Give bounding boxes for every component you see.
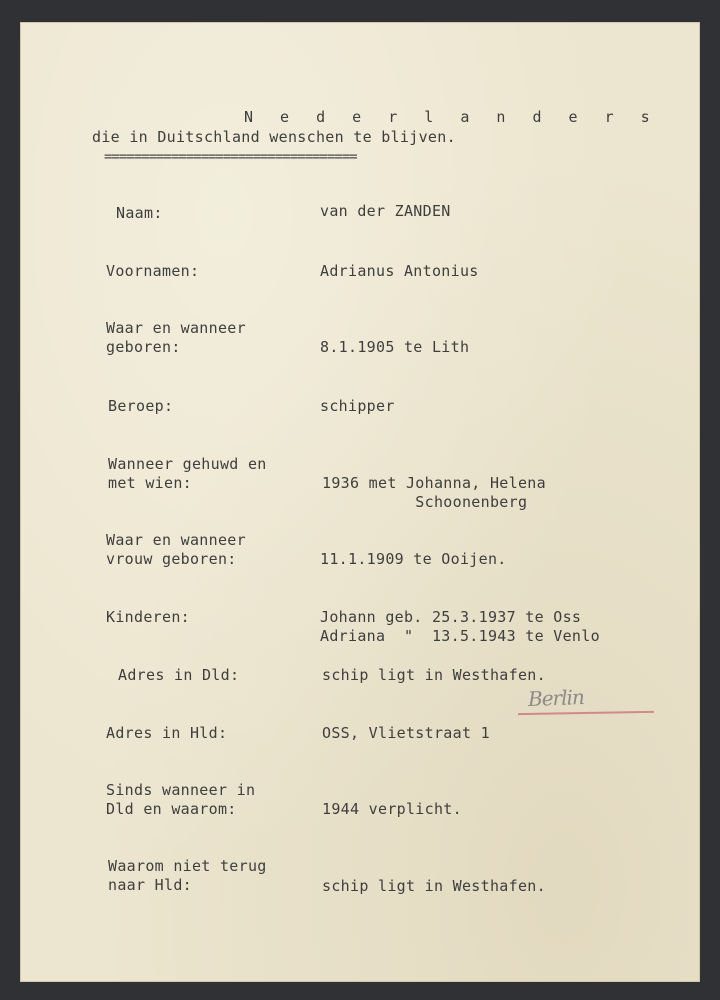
label-sinds-wanneer: Sinds wanneer in Dld en waarom: (106, 781, 256, 818)
title-underline: ================================== (104, 149, 357, 165)
value-kinderen: Johann geb. 25.3.1937 te Oss Adriana " 13.5.1943 te Venlo (320, 608, 600, 645)
label-vrouw-geboren: Waar en wanneer vrouw geboren: (106, 531, 246, 568)
document-page (20, 22, 700, 982)
value-adres-hld: OSS, Vlietstraat 1 (322, 724, 490, 742)
label-gehuwd: Wanneer gehuwd en met wien: (108, 455, 267, 492)
value-naam: van der ZANDEN (320, 202, 451, 220)
document-title: N e d e r l a n d e r s (244, 108, 659, 126)
value-vrouw-geboren: 11.1.1909 te Ooijen. (320, 550, 507, 568)
label-beroep: Beroep: (108, 397, 174, 415)
label-voornamen: Voornamen: (106, 262, 200, 280)
document-subtitle: die in Duitschland wenschen te blijven. (92, 128, 456, 146)
red-underline (518, 711, 654, 715)
value-adres-dld: schip ligt in Westhafen. (322, 666, 546, 684)
value-gehuwd: 1936 met Johanna, Helena Schoonenberg (322, 474, 546, 511)
label-kinderen: Kinderen: (106, 608, 190, 626)
value-beroep: schipper (320, 397, 395, 415)
label-geboren: Waar en wanneer geboren: (106, 319, 246, 356)
value-waarom-niet-terug: schip ligt in Westhafen. (322, 877, 546, 895)
label-adres-hld: Adres in Hld: (106, 724, 228, 742)
label-adres-dld: Adres in Dld: (118, 666, 240, 684)
value-geboren: 8.1.1905 te Lith (320, 338, 470, 356)
handwritten-annotation: Berlin (527, 685, 585, 711)
label-waarom-niet-terug: Waarom niet terug naar Hld: (108, 857, 267, 894)
value-sinds-wanneer: 1944 verplicht. (322, 800, 462, 818)
value-voornamen: Adrianus Antonius (320, 262, 479, 280)
label-naam: Naam: (116, 204, 163, 222)
